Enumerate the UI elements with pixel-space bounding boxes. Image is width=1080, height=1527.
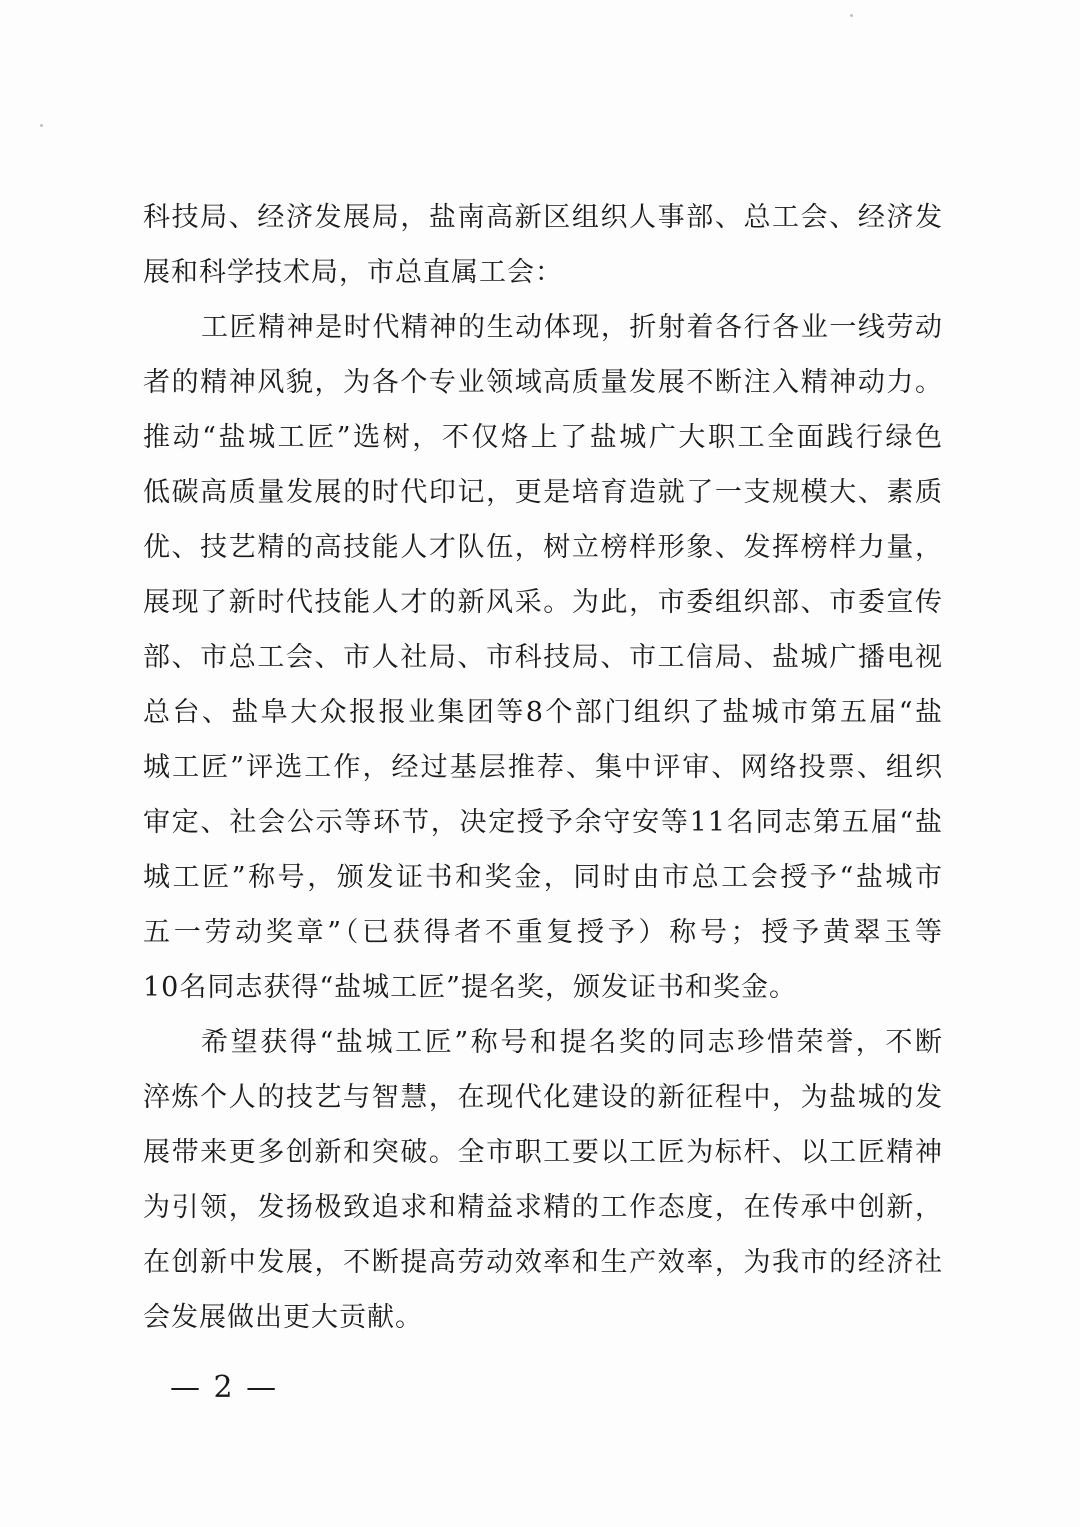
text-line: 部、市总工会、市人社局、市科技局、市工信局、盐城广播电视 (143, 642, 943, 673)
text-line: 为引领，发扬极致追求和精益求精的工作态度，在传承中创新， (143, 1192, 943, 1223)
page-number: — 2 — (170, 1370, 279, 1405)
text-line: 城工匠”评选工作，经过基层推荐、集中评审、网络投票、组织 (143, 752, 943, 783)
text-line: 审定、社会公示等环节，决定授予余守安等11名同志第五届“盐 (143, 807, 943, 838)
text-line: 淬炼个人的技艺与智慧，在现代化建设的新征程中，为盐城的发 (143, 1082, 943, 1113)
text-line: 在创新中发展，不断提高劳动效率和生产效率，为我市的经济社 (143, 1247, 943, 1278)
text-line: 五一劳动奖章”（已获得者不重复授予）称号；授予黄翠玉等 (143, 917, 943, 948)
text-line: 优、技艺精的高技能人才队伍，树立榜样形象、发挥榜样力量， (143, 532, 943, 563)
paragraph-start-line: 希望获得“盐城工匠”称号和提名奖的同志珍惜荣誉，不断 (201, 1027, 943, 1058)
scan-speck-top (850, 14, 853, 17)
text-line: 推动“盐城工匠”选树，不仅烙上了盐城广大职工全面践行绿色 (143, 422, 943, 453)
text-line: 者的精神风貌，为各个专业领域高质量发展不断注入精神动力。 (143, 367, 943, 398)
text-line: 展现了新时代技能人才的新风采。为此，市委组织部、市委宣传 (143, 587, 943, 618)
text-line: 城工匠”称号，颁发证书和奖金，同时由市总工会授予“盐城市 (143, 862, 943, 893)
text-line: 10名同志获得“盐城工匠”提名奖，颁发证书和奖金。 (143, 972, 797, 1003)
text-line: 展和科学技术局，市总直属工会： (143, 257, 563, 288)
document-body (143, 190, 943, 1345)
text-line: 总台、盐阜大众报报业集团等8个部门组织了盐城市第五届“盐 (143, 697, 943, 728)
text-line: 低碳高质量发展的时代印记，更是培育造就了一支规模大、素质 (143, 477, 943, 508)
text-line: 会发展做出更大贡献。 (143, 1302, 423, 1333)
text-line: 展带来更多创新和突破。全市职工要以工匠为标杆、以工匠精神 (143, 1137, 943, 1168)
text-line: 科技局、经济发展局，盐南高新区组织人事部、总工会、经济发 (143, 202, 943, 233)
paragraph-start-line: 工匠精神是时代精神的生动体现，折射着各行各业一线劳动 (201, 312, 943, 343)
scan-speck-left (40, 124, 43, 127)
